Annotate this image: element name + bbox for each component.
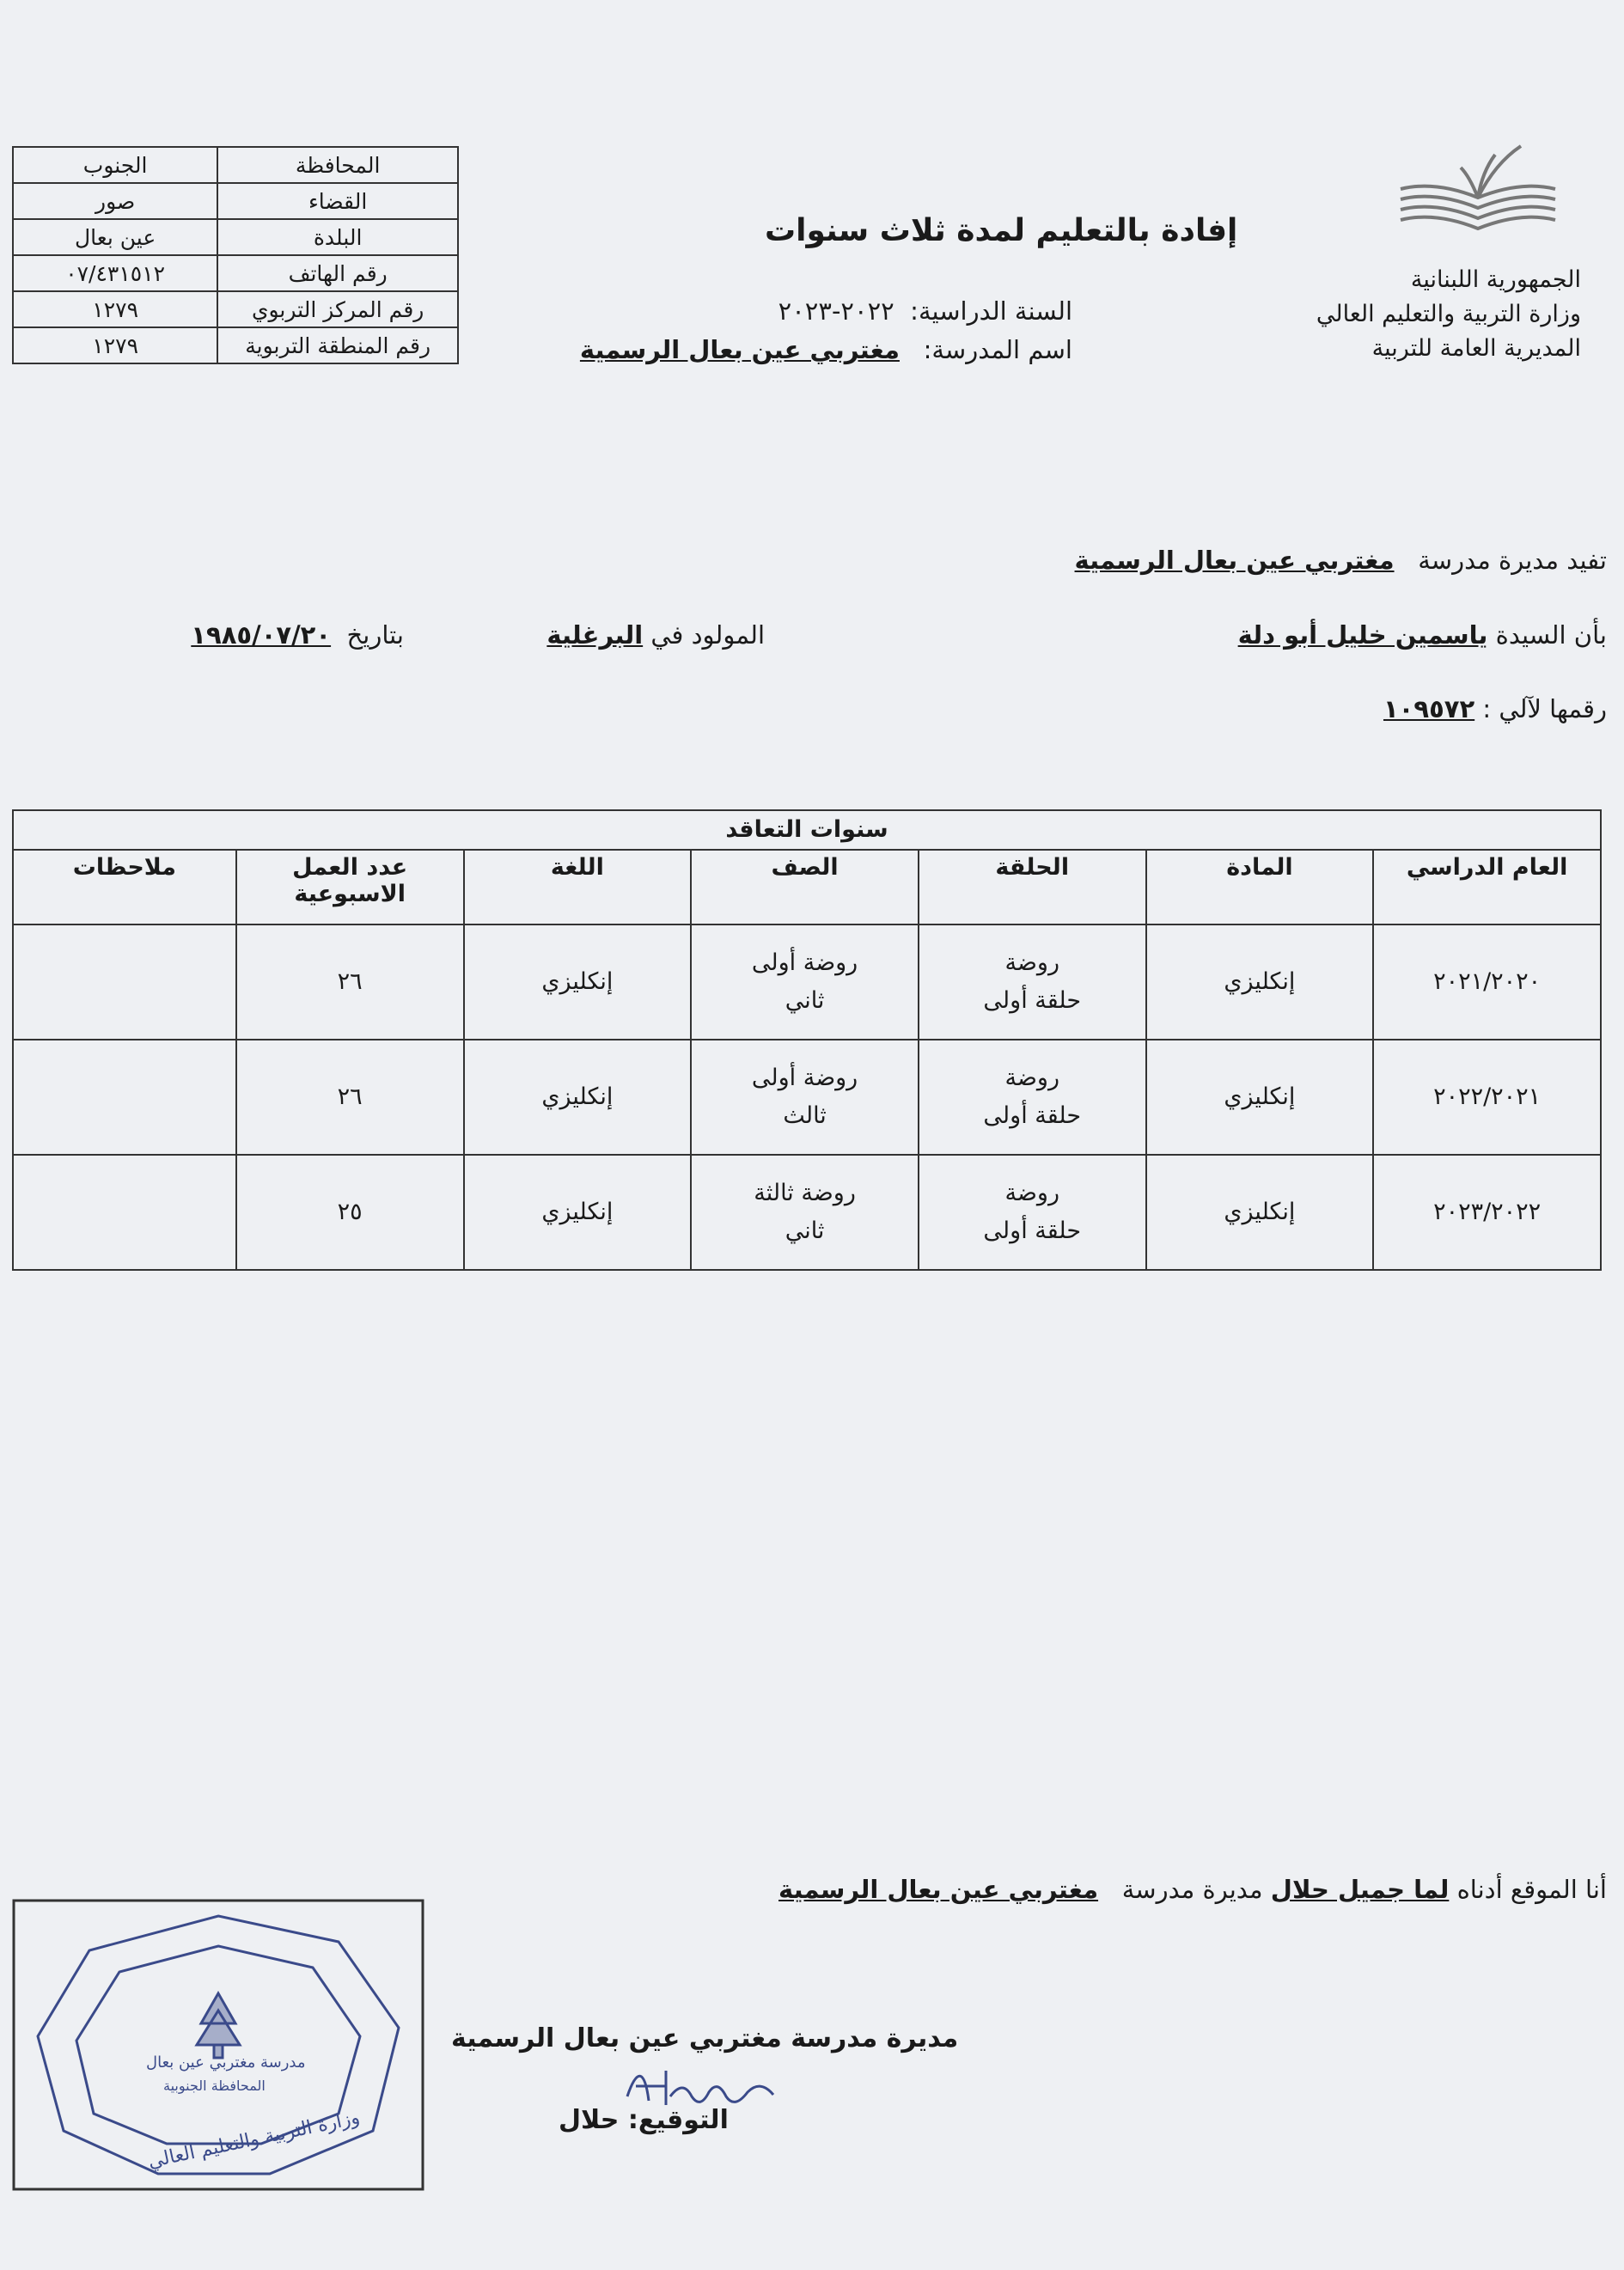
school-name-value: مغتربي عين بعال الرسمية [579,335,900,364]
body-text: بأن السيدة [1495,620,1607,650]
sig-school: مغتربي عين بعال الرسمية [778,1875,1099,1904]
cell-notes [13,1155,236,1270]
sig-role: مديرة مدرسة [1121,1875,1263,1904]
cell-grade-1: روضة أولى [751,1065,858,1091]
school-name-label: اسم المدرسة: [923,335,1072,364]
col-header: عدد العمل الاسبوعية [236,850,464,924]
col-header: ملاحظات [13,850,236,924]
info-label: رقم المركز التربوي [217,291,458,327]
date-line [191,620,404,650]
ministry-logo-icon [1392,137,1564,249]
cell-grade [691,924,919,1040]
cell-cycle-1: روضة [1004,949,1059,976]
school-year-line [778,296,1072,326]
cell-subject: إنكليزي [1146,924,1374,1040]
cell-year: ٢٠٢١/٢٠٢٠ [1373,924,1601,1040]
cell-notes [13,924,236,1040]
cell-notes [13,1040,236,1155]
cell-hours: ٢٦ [236,924,464,1040]
cell-year: ٢٠٢٢/٢٠٢١ [1373,1040,1601,1155]
stamp-subtext: المحافظة الجنوبية [163,2078,266,2094]
cell-language: إنكليزي [464,924,692,1040]
page-title: إفادة بالتعليم لمدة ثلاث سنوات [765,213,1238,248]
info-value: صور [13,183,217,219]
stamp-title: مديرة مدرسة مغتربي عين بعال الرسمية [451,2023,959,2053]
info-label: القضاء [217,183,458,219]
info-value: ١٢٧٩ [13,327,217,363]
cell-language: إنكليزي [464,1040,692,1155]
col-header: المادة [1146,850,1374,924]
info-label: المحافظة [217,147,458,183]
cell-cycle-1: روضة [1004,1065,1059,1091]
cell-cycle-2: حلقة أولى [983,1217,1082,1244]
info-row [13,255,458,291]
info-label: البلدة [217,219,458,255]
cell-grade [691,1155,919,1270]
body-text: بتاريخ [346,620,404,650]
body-id-number: ١٠٩٥٧٢ [1383,694,1475,723]
info-value: عين بعال [13,219,217,255]
col-header: الصف [691,850,919,924]
cell-cycle [919,924,1146,1040]
stamp-text: مدرسة مغتربي عين بعال [146,2053,306,2072]
cell-hours: ٢٥ [236,1155,464,1270]
sig-name: لما جميل حلال [1270,1875,1450,1904]
info-value: الجنوب [13,147,217,183]
cell-cycle [919,1040,1146,1155]
cell-year: ٢٠٢٣/٢٠٢٢ [1373,1155,1601,1270]
info-row [13,183,458,219]
body-birth-date: ١٩٨٥/٠٧/٢٠ [191,620,332,650]
body-person-name: ياسمين خليل أبو دلة [1237,620,1488,650]
cell-subject: إنكليزي [1146,1155,1374,1270]
body-born-place: البرغلية [546,620,644,650]
cell-subject: إنكليزي [1146,1040,1374,1155]
cell-grade-1: روضة ثالثة [754,1180,856,1206]
info-row [13,291,458,327]
cell-grade-1: روضة أولى [751,949,858,976]
stamp-ring-text: وزارة التربية والتعليم العالي [146,2107,362,2173]
info-label: رقم المنطقة التربوية [217,327,458,363]
info-row [13,219,458,255]
info-row [13,327,458,363]
school-year-label: السنة الدراسية: [910,296,1072,326]
body-school-name: مغتربي عين بعال الرسمية [1074,546,1395,575]
cell-grade-2: ثاني [785,1217,825,1244]
table-row [13,924,1601,1040]
col-header: اللغة [464,850,692,924]
cell-cycle-2: حلقة أولى [983,987,1082,1014]
body-line-2 [1238,620,1607,650]
cell-hours: ٢٦ [236,1040,464,1155]
ministry-name: وزارة التربية والتعليم العالي [1316,301,1581,327]
info-table [12,146,459,364]
republic-name: الجمهورية اللبنانية [1410,266,1581,293]
info-value: ١٢٧٩ [13,291,217,327]
table-header-row [13,850,1601,924]
col-header: الحلقة [919,850,1146,924]
cell-grade-2: ثالث [783,1102,827,1129]
born-line [546,620,765,650]
contract-years-table [12,809,1602,1271]
signature-statement [778,1875,1607,1904]
cell-cycle-1: روضة [1004,1180,1059,1206]
cell-grade-2: ثاني [785,987,825,1014]
col-header: العام الدراسي [1373,850,1601,924]
signature-label: التوقيع: حلال [559,2105,729,2135]
body-text: رقمها لآلي : [1482,694,1607,723]
school-name-line [580,335,1072,364]
info-row [13,147,458,183]
body-text: المولود في [650,620,765,650]
table-row [13,1155,1601,1270]
cell-cycle-2: حلقة أولى [983,1102,1082,1129]
body-line-1 [1075,546,1607,575]
body-text: تفيد مديرة مدرسة [1418,546,1607,575]
info-value: ٠٧/٤٣١٥١٢ [13,255,217,291]
info-label: رقم الهاتف [217,255,458,291]
school-year-value: ٢٠٢٢-٢٠٢٣ [778,296,894,326]
cell-language: إنكليزي [464,1155,692,1270]
cell-cycle [919,1155,1146,1270]
table-row [13,1040,1601,1155]
sig-prefix: أنا الموقع أدناه [1456,1875,1607,1904]
directorate-name: المديرية العامة للتربية [1371,335,1581,362]
cell-grade [691,1040,919,1155]
id-line [1383,694,1607,723]
table-caption: سنوات التعاقد [13,810,1601,850]
